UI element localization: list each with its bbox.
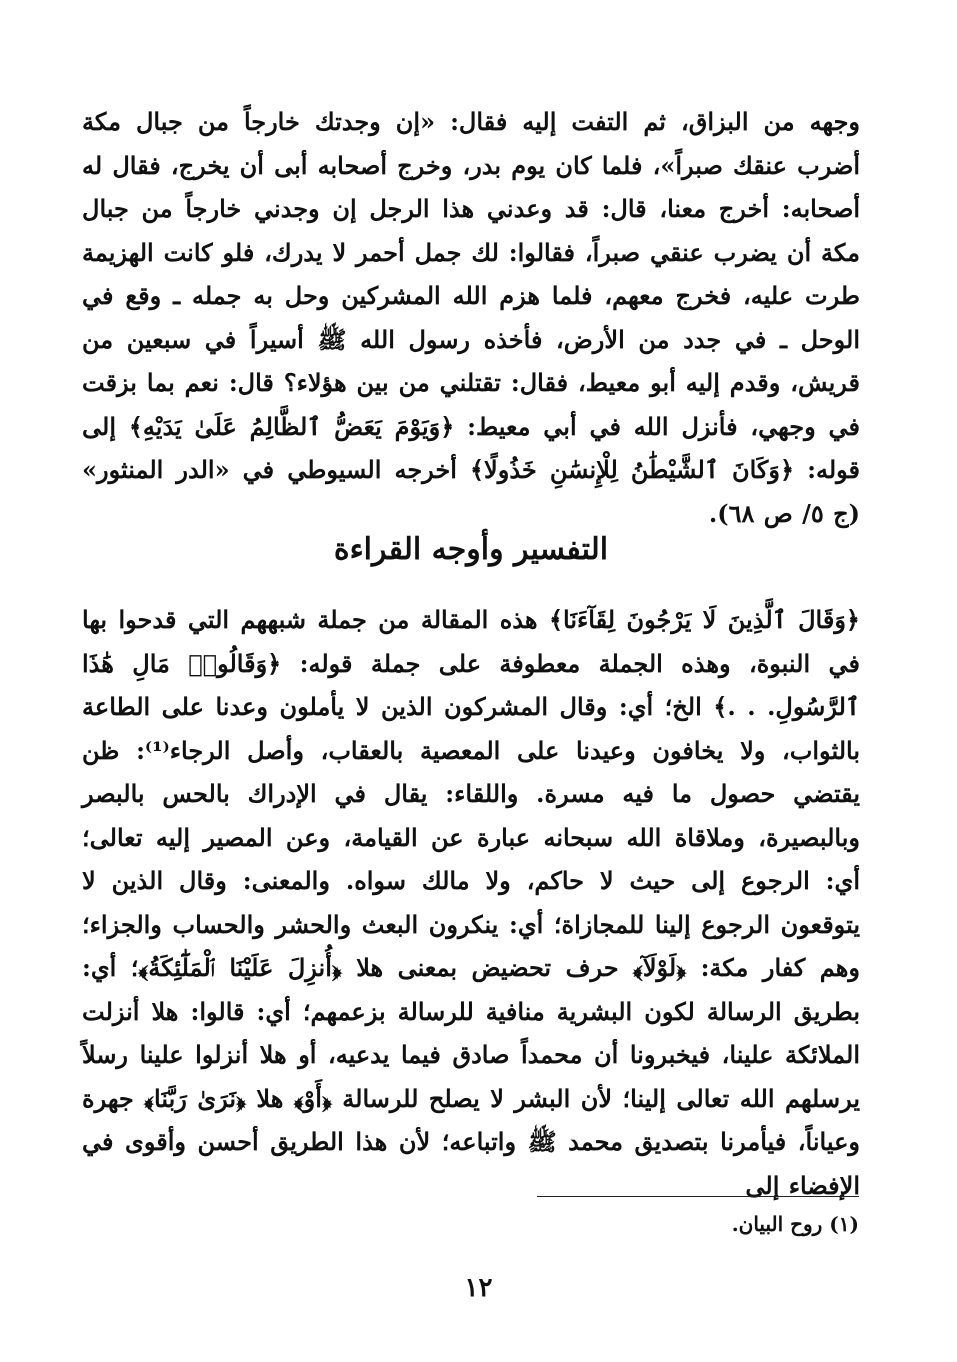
footnote-divider [537,1196,859,1197]
footnote: (١) روح البيان. [731,1212,859,1236]
section-heading: التفسير وأوجه القراءة [333,532,609,567]
paragraph-2: ﴿وَقَالَ ٱلَّذِينَ لَا يَرْجُونَ لِقَآءَنَا﴾ هذه المقالة من جملة شبههم التي قدحوا بها في النبوة، وهذه الجملة معطوفة على جملة قوله: ﴿وَقَالُوا۟ مَالِ هَٰذَا ٱلرَّسُولِ. . .﴾ الخ؛ أي: وقال المشركون الذين لا يأملون وعدنا على الطاعة بالثواب، ولا يخافون وعيدنا على المعصية بالعقاب، وأصل الرجاء⁽¹⁾: ظن يقتضي حصول ما فيه مسرة. واللقاء: يقال في الإدراك بالحس بالبصر وبالبصيرة، وملاقاة الله سبحانه عبارة عن القيامة، وعن المصير إليه تعالى؛ أي: الرجوع إلى حيث لا حاكم، ولا مالك سواه. والمعنى: وقال الذين لا يتوقعون الرجوع إلينا للمجازاة؛ أي: ينكرون البعث والحشر والحساب والجزاء؛ وهم كفار مكة: ﴿لَوْلَآ﴾ حرف تحضيض بمعنى هلا ﴿أُنزِلَ عَلَيْنَا ٱلْمَلَٰٓئِكَةُ﴾؛ أي: بطريق الرسالة لكون البشرية منافية للرسالة بزعمهم؛ أي: قالوا: هلا أنزلت الملائكة علينا، فيخبرونا أن محمداً صادق فيما يدعيه، أو هلا أنزلوا علينا رسلاً يرسلهم الله تعالى إلينا؛ لأن البشر لا يصلح للرسالة ﴿أَوْ﴾ هلا ﴿نَرَىٰ رَبَّنَا﴾ جهرة وعياناً، فيأمرنا بتصديق محمد ﷺ واتباعه؛ لأن هذا الطريق أحسن وأقوى في الإفضاء إلى [82,605,861,1200]
paragraph-1: وجهه من البزاق، ثم التفت إليه فقال: «إن وجدتك خارجاً من جبال مكة أضرب عنقك صبراً»، فلما كان يوم بدر، وخرج أصحابه أبى أن يخرج، فقال له أصحابه: أخرج معنا، قال: قد وعدني هذا الرجل إن وجدني خارجاً من جبال مكة أن يضرب عنقي صبراً، فقالوا: لك جمل أحمر لا يدرك، فلو كانت الهزيمة طرت عليه، فخرج معهم، فلما هزم الله المشركين وحل به جمله ـ وقع في الوحل ـ في جدد من الأرض، فأخذه رسول الله ﷺ أسيراً في سبعين من قريش، وقدم إليه أبو معيط، فقال: تقتلني من بين هؤلاء؟ قال: نعم بما بزقت في وجهي، فأنزل الله في أبي معيط: ﴿وَيَوْمَ يَعَضُّ ٱلظَّالِمُ عَلَىٰ يَدَيْهِ﴾ إلى قوله: ﴿وَكَانَ ٱلشَّيْطَٰنُ لِلْإِنسَٰنِ خَذُولًا﴾ أخرجه السيوطي في «الدر المنثور» (ج ٥/ ص ٦٨). [82,107,860,528]
page-number: ١٢ [464,1273,493,1303]
